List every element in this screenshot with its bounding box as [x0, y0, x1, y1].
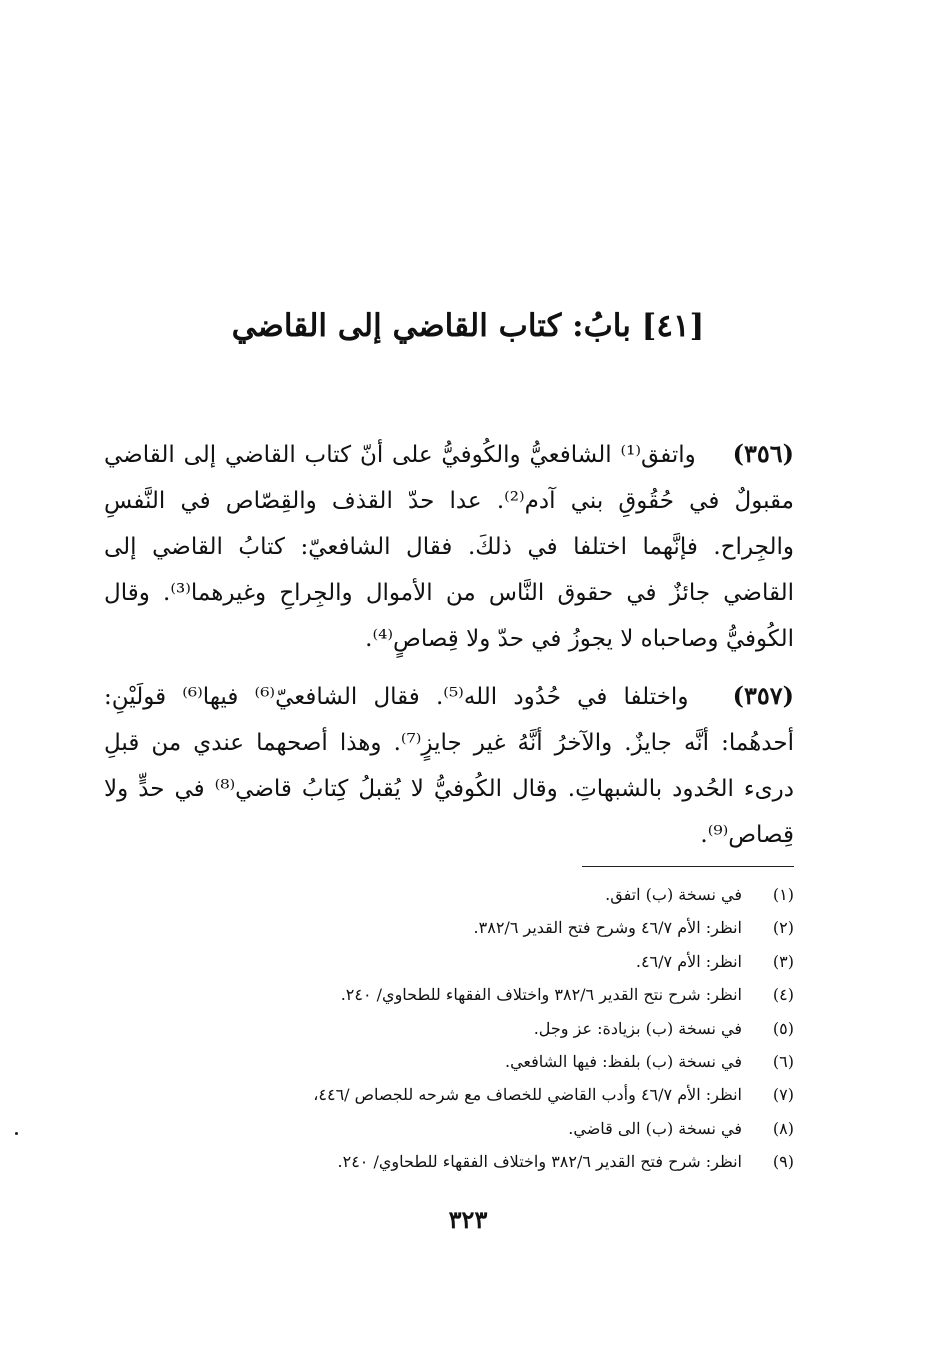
footnotes-list	[200, 878, 794, 1179]
footnote-1	[200, 878, 794, 911]
margin-mark	[15, 1132, 18, 1135]
footnote-number: (٥)	[772, 1018, 794, 1038]
footnote-number: (٢)	[772, 918, 794, 938]
footnote-text: انظر: شرح نتح القدير ٣٨٢/٦ واختلاف الفقهاء للطحاوي/ ٢٤٠.	[340, 985, 742, 1005]
footnote-text: انظر: شرح فتح القدير ٣٨٢/٦ واختلاف الفقهاء للطحاوي/ ٢٤٠.	[337, 1152, 742, 1172]
footnote-number: (٨)	[772, 1118, 794, 1138]
footnote-text: انظر: الأم ٤٦/٧.	[635, 951, 742, 971]
footnote-2	[200, 911, 794, 944]
paragraph-number: (٣٥٧)	[732, 681, 795, 710]
chapter-title: [٤١] بابُ: كتاب القاضي إلى القاضي	[231, 308, 705, 344]
footnote-text: في نسخة (ب) اتفق.	[605, 885, 742, 904]
footnote-7	[200, 1078, 794, 1111]
paragraph-357	[104, 673, 794, 858]
footnote-8	[200, 1112, 794, 1145]
footnote-text: في نسخة (ب) الى قاضي.	[568, 1118, 742, 1138]
footnote-number: (٦)	[772, 1051, 794, 1071]
footnote-number: (٩)	[772, 1152, 794, 1172]
footnote-3	[200, 945, 794, 978]
footnote-5	[200, 1012, 794, 1045]
footnote-9	[200, 1145, 794, 1178]
paragraph-356	[104, 431, 794, 662]
footnote-6	[200, 1045, 794, 1078]
paragraph-text: واتفق⁽¹⁾ الشافعيُّ والكُوفيُّ على أنّ كتاب القاضي إلى القاضي مقبولٌ في حُقُوقِ بني آدم⁽²⁾. عدا حدّ القذف والقِصّاص في النَّفسِ والجِراح. فإنَّهما اختلفا في ذلكَ. فقال الشافعيّ: كتابُ القاضي إلى القاضي جائزٌ في حقوق النَّاس من الأموال والجِراحِ وغيرهما⁽³⁾. وقال الكُوفيُّ وصاحباه لا يجوزُ في حدّ ولا قِصاصٍ⁽⁴⁾.	[104, 442, 795, 652]
footnote-text: انظر: الأم ٤٦/٧ وأدب القاضي للخصاف مع شرحه للجصاص /٤٤٦،	[313, 1085, 742, 1105]
footnote-4	[200, 978, 794, 1011]
page-number: ٣٢٣	[448, 1205, 488, 1234]
footnote-number: (٣)	[772, 951, 794, 971]
footnote-number: (٤)	[772, 985, 794, 1005]
footnote-divider	[582, 866, 794, 867]
footnote-text: في نسخة (ب) بزيادة: عز وجل.	[533, 1018, 742, 1038]
footnote-number: (٧)	[772, 1085, 794, 1105]
footnote-text: انظر: الأم ٤٦/٧ وشرح فتح القدير ٣٨٢/٦.	[473, 918, 742, 938]
paragraph-number: (٣٥٦)	[732, 439, 795, 468]
footnote-number: (١)	[772, 885, 794, 904]
paragraph-text: واختلفا في حُدُود الله⁽⁵⁾. فقال الشافعيّ⁽⁶⁾ فيها⁽⁶⁾ قولَيْنِ: أحدهُما: أنَّه جايزٌ. والآخرُ أنَّهُ غير جايزٍ⁽⁷⁾. وهذا أصحهما عندي من قبلِ درىء الحُدود بالشبهاتِ. وقال الكُوفيُّ لا يُقبلُ كِتابُ قاضي⁽⁸⁾ في حدٍّ ولا قِصاص⁽⁹⁾.	[104, 684, 794, 848]
footnote-text: في نسخة (ب) بلفظ: فيها الشافعي.	[505, 1051, 742, 1071]
